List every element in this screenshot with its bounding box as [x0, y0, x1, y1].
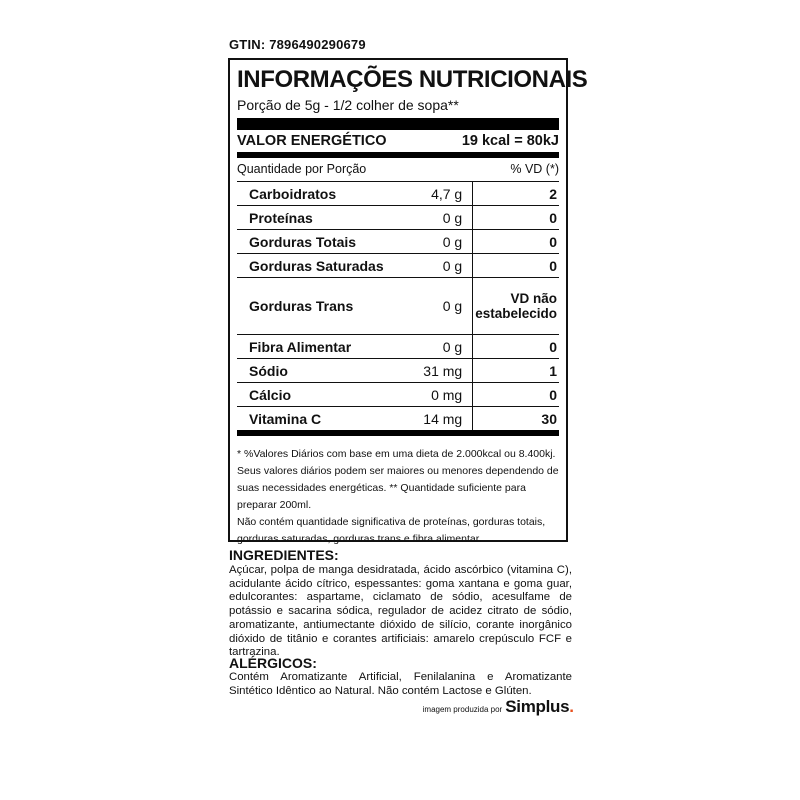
- table-row: [237, 407, 559, 434]
- nutrient-vd: 0: [473, 206, 559, 230]
- nutrition-facts-panel: [228, 58, 588, 545]
- brand-dot: .: [569, 697, 574, 716]
- table-row: [237, 206, 559, 230]
- simplus-logo: [505, 697, 574, 717]
- quantity-label: Quantidade por Porção: [237, 162, 367, 176]
- table-row: [237, 335, 559, 359]
- allergens-text: Contém Aromatizante Artificial, Fenilalanina e Aromatizante Sintético Idêntico ao Natural. Não contém Lactose e Glúten.: [229, 671, 572, 697]
- nutrient-table: [237, 182, 559, 436]
- nutrient-name: Fibra Alimentar: [237, 335, 413, 359]
- nutrient-amount: 4,7 g: [413, 182, 473, 206]
- nutrient-name: Gorduras Totais: [237, 230, 413, 254]
- nutrient-name: Vitamina C: [237, 407, 413, 434]
- footnotes: [237, 446, 559, 548]
- table-row: [237, 254, 559, 278]
- gtin-code: GTIN: 7896490290679: [229, 37, 366, 52]
- nutrient-name: Sódio: [237, 359, 413, 383]
- nutrient-vd: 0: [473, 230, 559, 254]
- nutrient-name: Carboidratos: [237, 182, 413, 206]
- nutrient-vd: 1: [473, 359, 559, 383]
- energy-value: 19 kcal = 80kJ: [461, 133, 559, 149]
- nutrient-vd: 0: [473, 383, 559, 407]
- nutrient-amount: 0 g: [413, 206, 473, 230]
- nutrient-amount: 0 g: [413, 278, 473, 335]
- nutrient-amount: 0 g: [413, 335, 473, 359]
- serving-size: Porção de 5g - 1/2 colher de sopa**: [237, 97, 459, 113]
- nutrient-amount: 31 mg: [413, 359, 473, 383]
- nutrient-name: Gorduras Trans: [237, 278, 413, 335]
- nutrient-vd: 0: [473, 254, 559, 278]
- brand-name: Simplus: [505, 697, 570, 716]
- nutrient-vd: 0: [473, 335, 559, 359]
- footnote-daily-values: * %Valores Diários com base em uma dieta de 2.000kcal ou 8.400kj. Seus valores diários podem ser maiores ou menores dependendo de suas necessidades energéticas. ** Quantidade suficiente para preparar 200ml.: [237, 448, 559, 511]
- nutrient-name: Cálcio: [237, 383, 413, 407]
- ingredients-text: Açúcar, polpa de manga desidratada, ácido ascórbico (vitamina C), acidulante ácido cítrico, espessantes: goma xantana e goma guar, edulcorantes: aspartame, ciclamato de sódio, acesulfame de potássio e sacarina sódica, regulador de acidez citrato de sódio, aromatizante, antiumectante dióxido de silício, corante inorgânico dióxido de titânio e corantes artificiais: amarelo crepúsculo FCF e tartrazina.: [229, 564, 572, 659]
- energy-row: [237, 130, 559, 158]
- footnote-not-significant: Não contém quantidade significativa de proteínas, gorduras totais, gorduras saturadas, gorduras trans e fibra alimentar.: [237, 516, 546, 545]
- allergens-title: ALÉRGICOS:: [229, 655, 317, 671]
- table-row: [237, 359, 559, 383]
- nutrient-name: Gorduras Saturadas: [237, 254, 413, 278]
- panel-title: INFORMAÇÕES NUTRICIONAIS: [237, 66, 588, 93]
- nutrient-name: Proteínas: [237, 206, 413, 230]
- quantity-header: [237, 158, 559, 182]
- energy-label: VALOR ENERGÉTICO: [237, 133, 387, 149]
- table-row: [237, 230, 559, 254]
- nutrient-amount: 0 g: [413, 230, 473, 254]
- nutrient-amount: 0 g: [413, 254, 473, 278]
- nutrient-vd: 30: [473, 407, 559, 434]
- table-row: [237, 278, 559, 335]
- nutrient-amount: 14 mg: [413, 407, 473, 434]
- nutrient-vd: 2: [473, 182, 559, 206]
- divider-bar: [237, 118, 559, 130]
- table-row: [237, 182, 559, 206]
- image-credit: [423, 697, 574, 717]
- ingredients-title: INGREDIENTES:: [229, 547, 339, 563]
- credit-label: imagem produzida por: [422, 705, 503, 714]
- nutrient-vd: VD não estabelecido: [473, 278, 559, 335]
- vd-label: % VD (*): [510, 162, 559, 176]
- nutrient-amount: 0 mg: [413, 383, 473, 407]
- table-row: [237, 383, 559, 407]
